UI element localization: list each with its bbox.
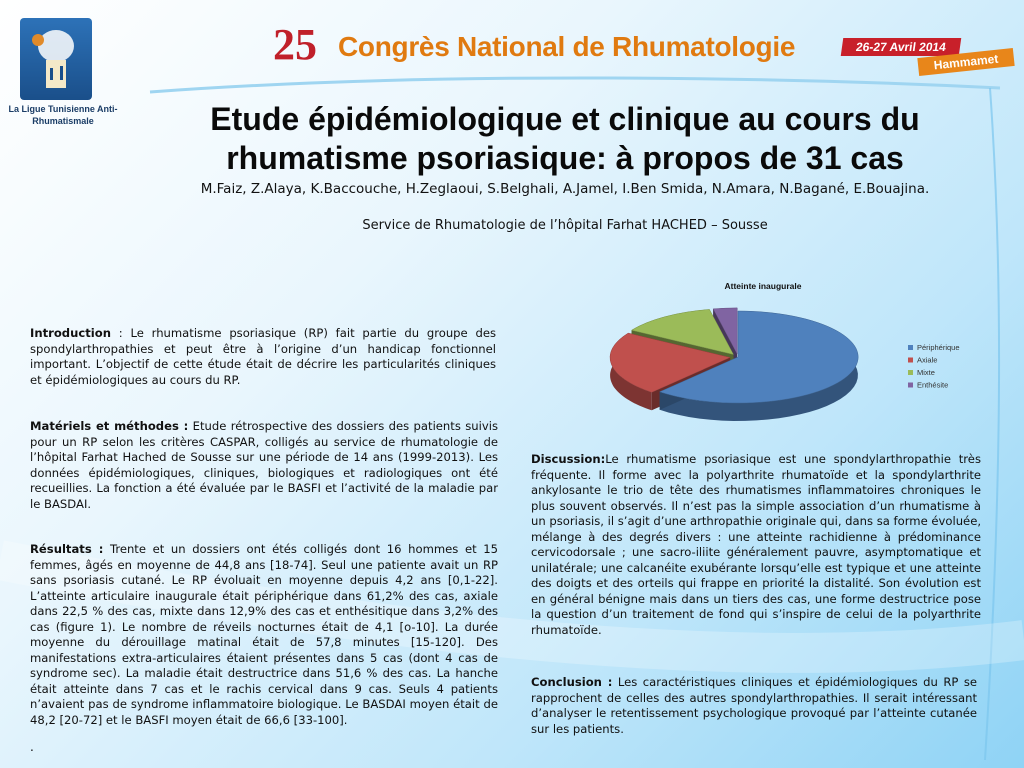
legend-swatch [908,383,913,388]
congress-number: 25 [273,20,317,69]
introduction-heading: Introduction [30,326,111,340]
legend-swatch [908,345,913,350]
poster-title: Etude épidémiologique et clinique au cours du rhumatisme psoriasique: à propos de 31 cas [210,101,920,176]
dates-badge: 26-27 Avril 2014 [841,38,962,56]
discussion-text: Le rhumatisme psoriasique est une spondylarthropathie très fréquente. Il forme avec la polyarthrite rhumatoïde et la spondylarthrite ankylosante le trio de tête des rhumatismes inflammatoires chroniques le plus souvent observés. Il n’est pas la simple association d’un rhumatisme à un psoriasis, il s’agit d’une arthropathie originale qui, dans sa forme évoluée, mélange à des degrés divers : une atteinte rachidienne à prédominance cervicodorsale ; une sacro-iliite généralement pauvre, asymptomatique et unilatérale; une calcanéite exubérante lorsqu’elle est typique et une atteinte des doigts et des orteils qui frappe en priorité la distalité. Son évolution est en général bénigne mais dans un tiers des cas, une forme destructrice pose la question d’un traitement de fond qui s’inspire de celui de la polyarthrite rhumatoïde. [531,452,982,637]
legend-label: Périphérique [917,343,960,352]
discussion-section [531,452,981,638]
congress-title: Congrès National de Rhumatologie [338,31,796,62]
introduction-section [30,326,496,388]
conclusion-text: Les caractéristiques cliniques et épidémiologiques du RP se rapprochent de celles des autres spondylarthropathies. Il serait intéressant d’analyser le retentissement psychologique provoqué par l’atteinte cutanée sur les patients. [531,675,977,736]
trailing-dot: . [30,740,34,754]
legend-label: Enthésite [917,380,949,390]
legend-swatch [908,358,913,363]
results-section [30,542,498,728]
discussion-heading: Discussion: [531,452,606,466]
pie-chart [590,275,990,425]
introduction-text: : Le rhumatisme psoriasique (RP) fait partie du groupe des spondylarthropathies et peut être à l’origine d’un handicap fonctionnel important. L’objectif de cette étude était de décrire les particularités cliniques et épidémiologiques au cours du RP. [30,326,496,387]
methods-text: Etude rétrospective des dossiers des patients suivis pour un RP selon les critères CASPAR, colligés au service de rhumatologie de l’hôpital Farhat Hached de Sousse sur une période de 14 ans (1999-2013). Les données épidémiologiques, cliniques, biologiques et radiologiques ont été recueillies. La fonction a été évaluée par le BASFI et l’activité de la maladie par le BASDAI. [30,419,498,511]
legend-swatch [908,370,913,375]
logo-caption: La Ligue Tunisienne Anti-Rhumatismale [8,104,118,126]
legend-label: Axiale [917,355,938,365]
methods-heading: Matériels et méthodes : [30,419,189,433]
authors: M.Faiz, Z.Alaya, K.Baccouche, H.Zeglaoui, S.Belghali, A.Jamel, I.Ben Smida, N.Amara, N.Bagané, E.Bouajina. [200,181,930,197]
results-text: Trente et un dossiers ont étés colligés dont 16 hommes et 15 femmes, âgés en moyenne de 44,8 ans [18-74]. Seul une patiente avait un RP sans psoriasis cutané. Le RP évoluait en moyenne depuis 4,2 ans [0,1-22]. L’atteinte articulaire inaugurale était périphérique dans 61,2% des cas, axiale dans 22,5 % des cas, mixte dans 12,9% des cas et enthésitique dans 3,2% des cas (figure 1). Le nombre de réveils nocturnes était de 4,1 [o-10]. La durée moyenne du dérouillage matinal était de 57,8 minutes [15-120]. Des manifestations extra-articulaires étaient présentes dans 5 cas (dont 4 cas de syndrome sec). La maladie était destructrice dans 51,6 % des cas. La hanche était atteinte dans 7 cas et le rachis cervical dans 9 cas. Seuls 4 patients n’avaient pas de syndrome inflammatoire biologique. Le BASDAI moyen était de 48,2 [20-72] et le BASFI moyen était de 66,6 [33-100]. [30,542,498,727]
legend-label: Mixte [917,368,935,377]
results-heading: Résultats : [30,542,104,556]
conclusion-section [531,675,977,737]
methods-section [30,419,498,512]
service-affiliation: Service de Rhumatologie de l’hôpital Farhat HACHED – Sousse [362,218,768,233]
place-badge: Hammamet [917,48,1014,76]
chart-title: Atteinte inaugurale [724,281,802,291]
conclusion-heading: Conclusion : [531,675,613,689]
league-logo [20,18,92,100]
